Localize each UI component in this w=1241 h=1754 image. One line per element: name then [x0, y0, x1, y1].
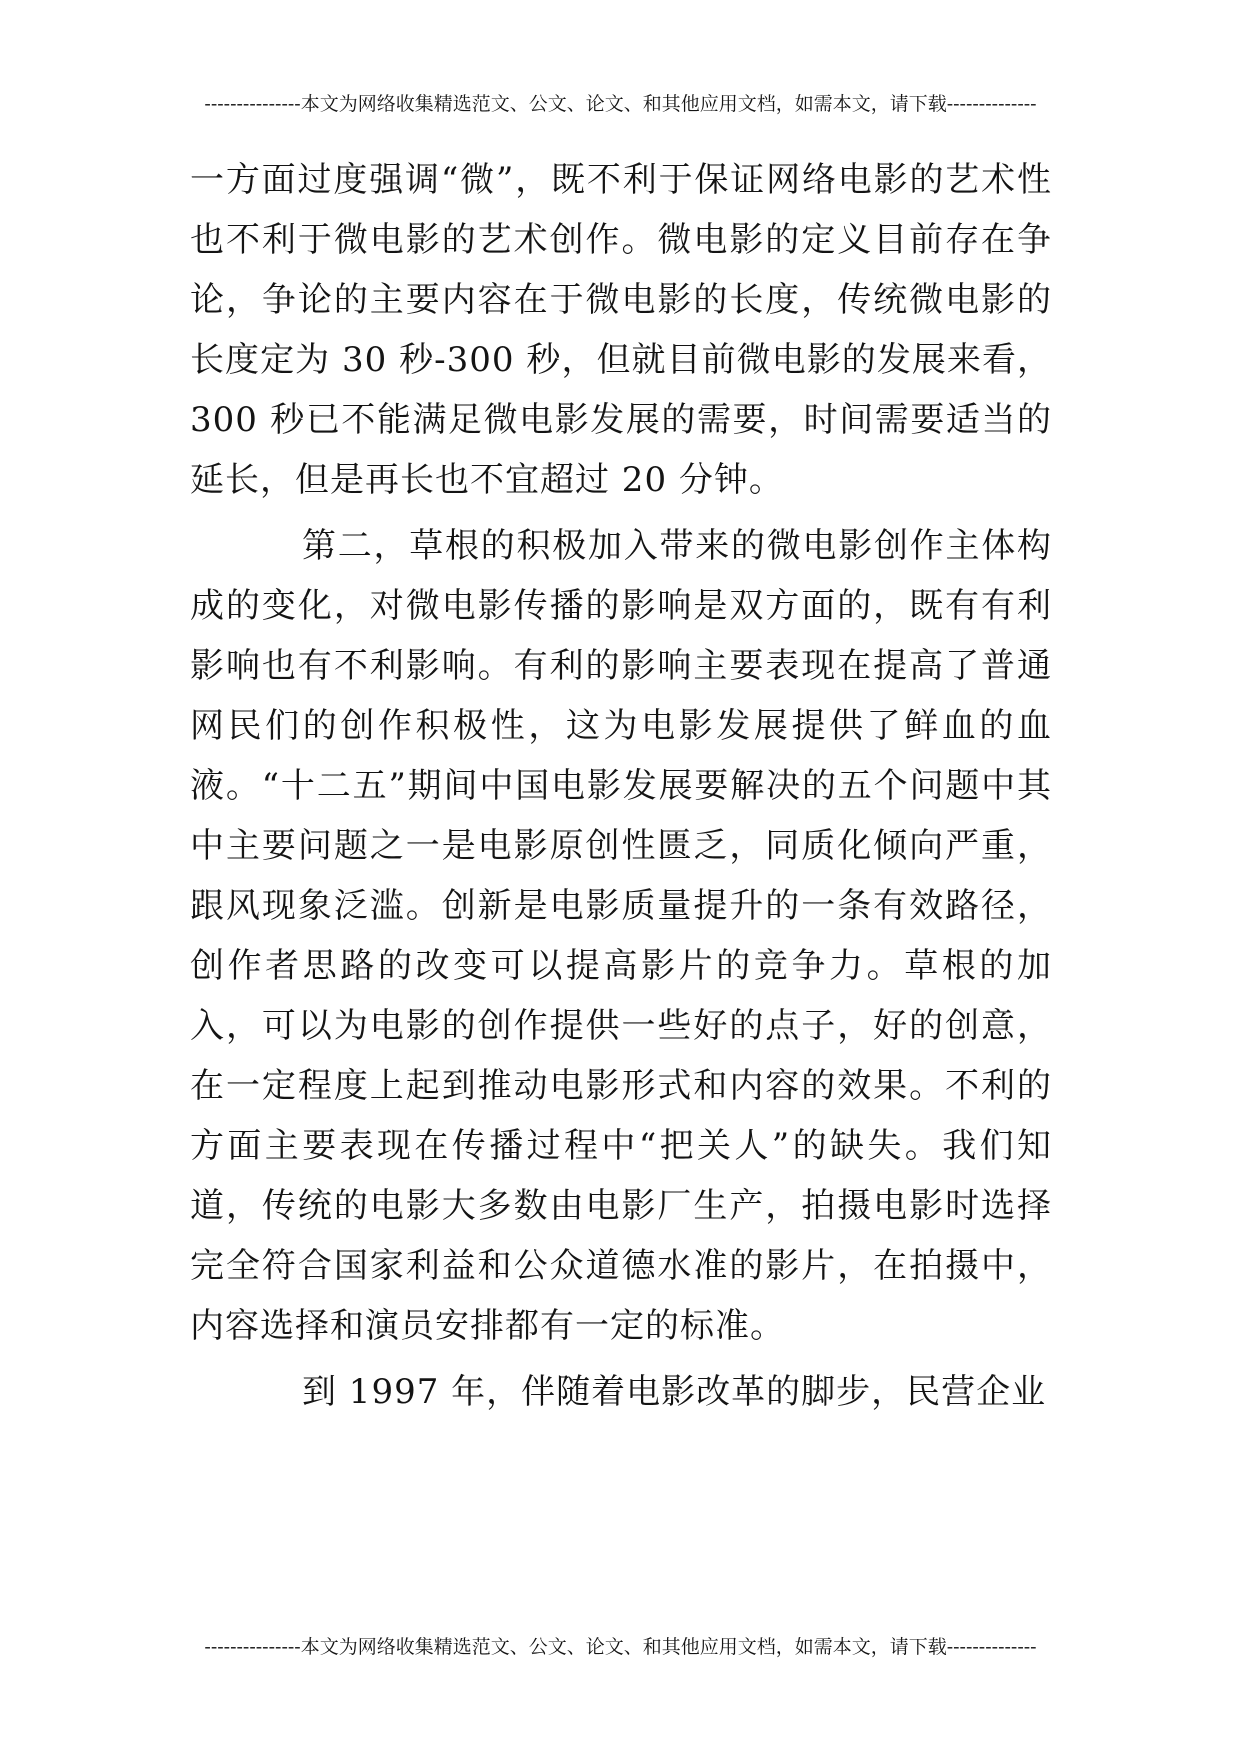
paragraph-2: 第二，草根的积极加入带来的微电影创作主体构成的变化，对微电影传播的影响是双方面的，既有有利影响也有不利影响。有利的影响主要表现在提高了普通网民们的创作积极性，这为电影发展提供了鲜血的血液。“十二五”期间中国电影发展要解决的五个问题中其中主要问题之一是电影原创性匮乏，同质化倾向严重，跟风现象泛滥。创新是电影质量提升的一条有效路径，创作者思路的改变可以提高影片的竞争力。草根的加入，可以为电影的创作提供一些好的点子，好的创意，在一定程度上起到推动电影形式和内容的效果。不利的方面主要表现在传播过程中“把关人”的缺失。我们知道，传统的电影大多数由电影厂生产，拍摄电影时选择完全符合国家利益和公众道德水准的影片，在拍摄中，内容选择和演员安排都有一定的标准。	[190, 526, 1052, 1346]
paragraph-1: 一方面过度强调“微”，既不利于保证网络电影的艺术性也不利于微电影的艺术创作。微电影的定义目前存在争论，争论的主要内容在于微电影的长度，传统微电影的长度定为 30 秒-300 秒，但就目前微电影的发展来看，300 秒已不能满足微电影发展的需要，时间需要适当的延长，但是再长也不宜超过 20 分钟。	[190, 160, 1052, 500]
page-header: ---------------本文为网络收集精选范文、公文、论文、和其他应用文档，如需本文，请下载--------------	[204, 93, 1037, 115]
paragraph-3: 到 1997 年，伴随着电影改革的脚步，民营企业	[302, 1372, 1047, 1412]
page-footer: ---------------本文为网络收集精选范文、公文、论文、和其他应用文档，如需本文，请下载--------------	[204, 1636, 1037, 1658]
document-body	[190, 150, 1052, 1428]
